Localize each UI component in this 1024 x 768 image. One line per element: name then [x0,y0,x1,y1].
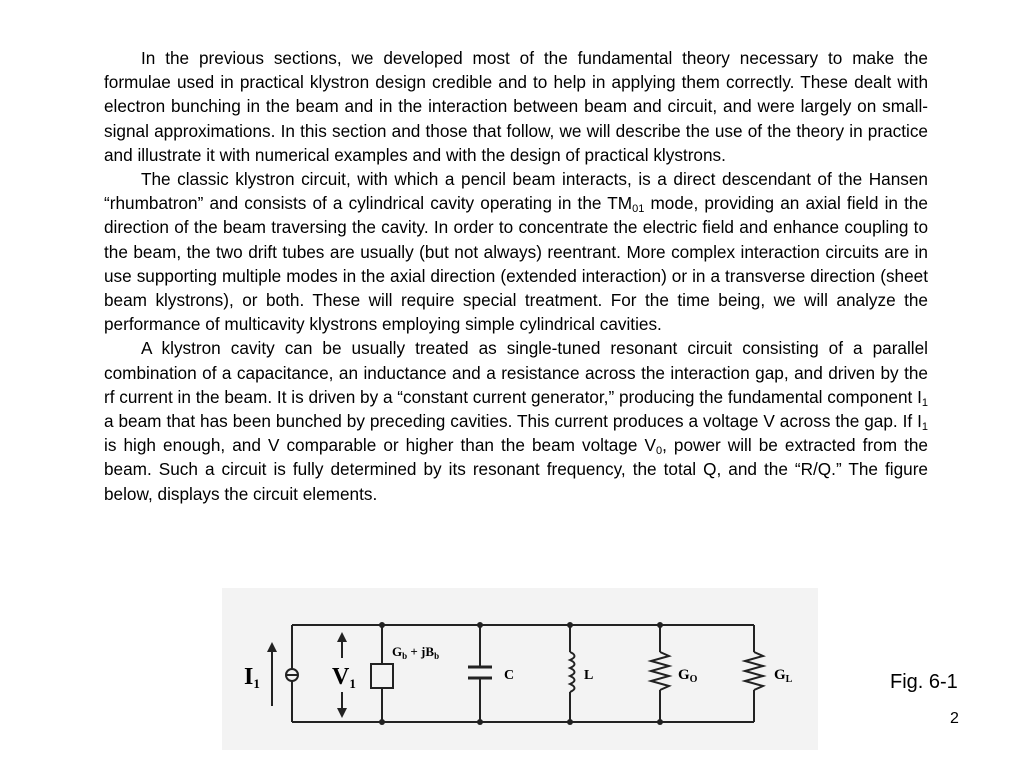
inductor-label: L [584,668,594,683]
paragraph-3-text-a: A klystron cavity can be usually treated as single-tuned resonant circuit consisting of a parallel combination of a capacitance, an inductance and a resistance across the interaction gap, and driven by the rf current in the beam. It is driven by a “constant current generator,” producing the fundamental component I [104,338,928,407]
voltage-arrow-head-down [337,708,347,718]
paragraph-3-text-d: , power will be extracted from the beam. Such a circuit is fully determined by its resonant frequency, the total Q, and the “R/Q.” The figure below, displays the circuit elements. [104,435,928,504]
current-arrow-head [267,642,277,652]
junction-dot [477,719,483,725]
inductor-coil [570,652,575,692]
junction-dot [379,719,385,725]
paragraph-2-text-a: The classic klystron circuit, with which a pencil beam interacts, is a direct descendant of the Hansen “rhumbatron” and consists of a cylindrical cavity operating in the TM [104,169,928,214]
body-text [104,46,928,506]
beam-admittance-label: $G_b + jB_b$ [392,644,440,661]
cavity-resistor-zigzag [651,652,669,690]
capacitor-label: C [504,668,515,683]
figure-caption: Fig. 6-1 [890,671,958,693]
load-conductance-label: $G_L$ [774,667,793,685]
paragraph-2 [104,167,928,336]
junction-dot [477,622,483,628]
circuit-diagram [222,588,818,750]
voltage-arrow-head-up [337,632,347,642]
mode-subscript: 01 [632,203,645,216]
junction-dot [567,719,573,725]
page-number: 2 [950,710,959,727]
paragraph-3-text-c: is high enough, and V comparable or higher than the beam voltage V [104,435,656,456]
current-subscript-2: 1 [921,421,928,434]
paragraph-1 [104,46,928,167]
voltage-subscript: 0 [655,445,663,458]
load-resistor-zigzag [745,652,763,690]
circuit-figure [222,588,818,750]
junction-dot [567,622,573,628]
voltage-label: V1 [332,664,356,691]
junction-dot [379,622,385,628]
cavity-conductance-label: $G_O$ [678,667,698,685]
current-label: I1 [244,664,260,691]
junction-dot [657,719,663,725]
paragraph-3 [104,336,928,505]
paragraph-1-text: In the previous sections, we developed most of the fundamental theory necessary to make the formulae used in practical klystron design credible and to help in applying them correctly. These dealt with electron bunching in the beam and in the interaction between beam and circuit, and were largely on small-signal approximations. In this section and those that follow, we will describe the use of the theory in practice and illustrate it with numerical examples and with the design of practical klystrons. [104,48,928,165]
beam-admittance-box [371,664,393,688]
paragraph-2-text-b: mode, providing an axial field in the direction of the beam traversing the cavity. In order to concentrate the electric field and enhance coupling to the beam, the two drift tubes are usually (but not always) reentrant. More complex interaction circuits are in use supporting multiple modes in the axial direction (extended interaction) or in a transverse direction (sheet beam klystrons), or both. These will require special treatment. For the time being, we will analyze the performance of multicavity klystrons employing simple cylindrical cavities. [104,193,928,335]
paragraph-3-text-b: a beam that has been bunched by preceding cavities. This current produces a voltage V across the gap. If I [104,411,922,432]
junction-dot [657,622,663,628]
current-subscript-1: 1 [921,396,928,409]
